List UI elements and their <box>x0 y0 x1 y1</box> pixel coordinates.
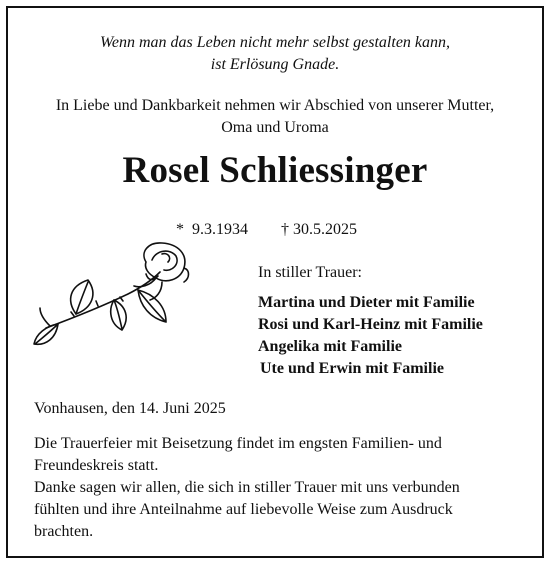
death-symbol: † <box>281 221 289 238</box>
birth-date: 9.3.1934 <box>192 221 248 238</box>
thanks-line-2: fühlten und ihre Anteilnahme auf liebevolle Weise zum Ausdruck <box>34 501 453 518</box>
death-info <box>281 219 357 241</box>
death-date: 30.5.2025 <box>293 221 357 238</box>
deceased-name: Rosel Schliessinger <box>122 150 428 191</box>
mourner-1: Martina und Dieter mit Familie <box>258 294 475 311</box>
motto-line-2: ist Erlösung Gnade. <box>210 56 340 73</box>
ceremony-line-1: Die Trauerfeier mit Beisetzung findet im engsten Familien- und <box>34 435 442 452</box>
intro-line-1: In Liebe und Dankbarkeit nehmen wir Abschied von unserer Mutter, <box>55 97 495 114</box>
birth-info <box>176 219 248 241</box>
mourner-2: Rosi und Karl-Heinz mit Familie <box>258 316 483 333</box>
mourner-4: Ute und Erwin mit Familie <box>260 360 444 377</box>
place-date: Vonhausen, den 14. Juni 2025 <box>34 400 226 417</box>
rose-icon <box>28 240 198 375</box>
birth-symbol: * <box>176 221 184 238</box>
motto-line-1: Wenn man das Leben nicht mehr selbst gestalten kann, <box>99 34 451 51</box>
obituary-notice <box>6 6 544 558</box>
mourning-label: In stiller Trauer: <box>258 264 362 281</box>
ceremony-line-2: Freundeskreis statt. <box>34 457 159 474</box>
thanks-line-1: Danke sagen wir allen, die sich in stiller Trauer mit uns verbunden <box>34 479 460 496</box>
thanks-line-3: brachten. <box>34 523 94 540</box>
intro-line-2: Oma und Uroma <box>221 119 329 136</box>
mourner-3: Angelika mit Familie <box>258 338 402 355</box>
